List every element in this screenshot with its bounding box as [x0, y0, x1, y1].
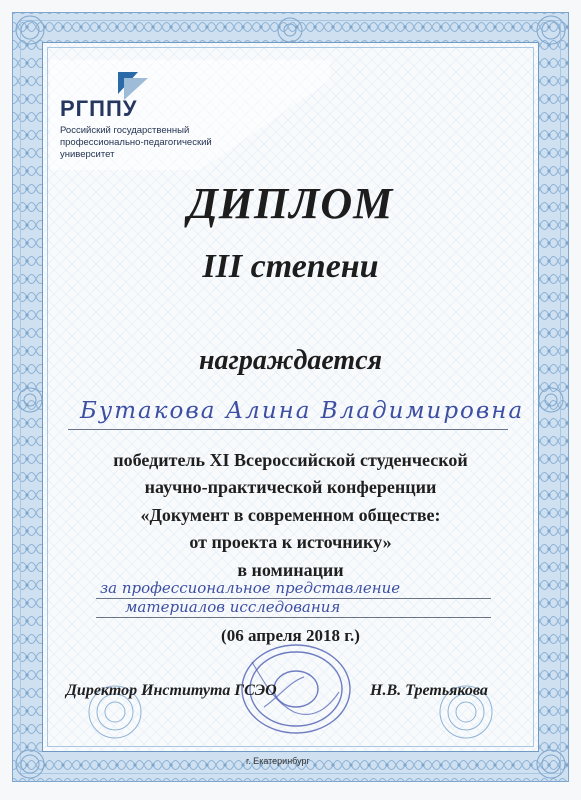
university-name-line: университет: [60, 149, 115, 160]
nomination-line: за профессиональное представление: [100, 579, 401, 597]
body-line: победитель XI Всероссийской студенческой: [113, 450, 468, 470]
university-name-line: профессионально-педагогический: [60, 137, 212, 148]
signatory-position: Директор Института ГСЭО: [66, 682, 277, 699]
signatory-name: Н.В. Третьякова: [370, 682, 488, 699]
body-line: «Документ в современном обществе:: [140, 505, 441, 525]
body-line: от проекта к источнику»: [189, 532, 392, 552]
awarded-label: награждается: [198, 345, 383, 376]
university-name: [60, 125, 212, 161]
recipient-name: Бутакова Алина Владимировна: [80, 398, 525, 424]
award-date: (06 апреля 2018 г.): [221, 626, 360, 645]
city-label: г. Екатеринбург: [246, 756, 310, 766]
body-line: в номинации: [237, 560, 344, 580]
university-name-line: Российский государственный: [60, 125, 190, 136]
recipient-underline: [68, 429, 508, 430]
nomination-line: материалов исследования: [125, 598, 341, 616]
university-abbr: РГППУ: [60, 96, 138, 121]
body-line: научно-практической конференции: [144, 477, 437, 497]
diploma-degree: III степени: [202, 248, 379, 285]
nomination-underline: [96, 617, 491, 618]
diploma-title: ДИПЛОМ: [187, 179, 394, 228]
